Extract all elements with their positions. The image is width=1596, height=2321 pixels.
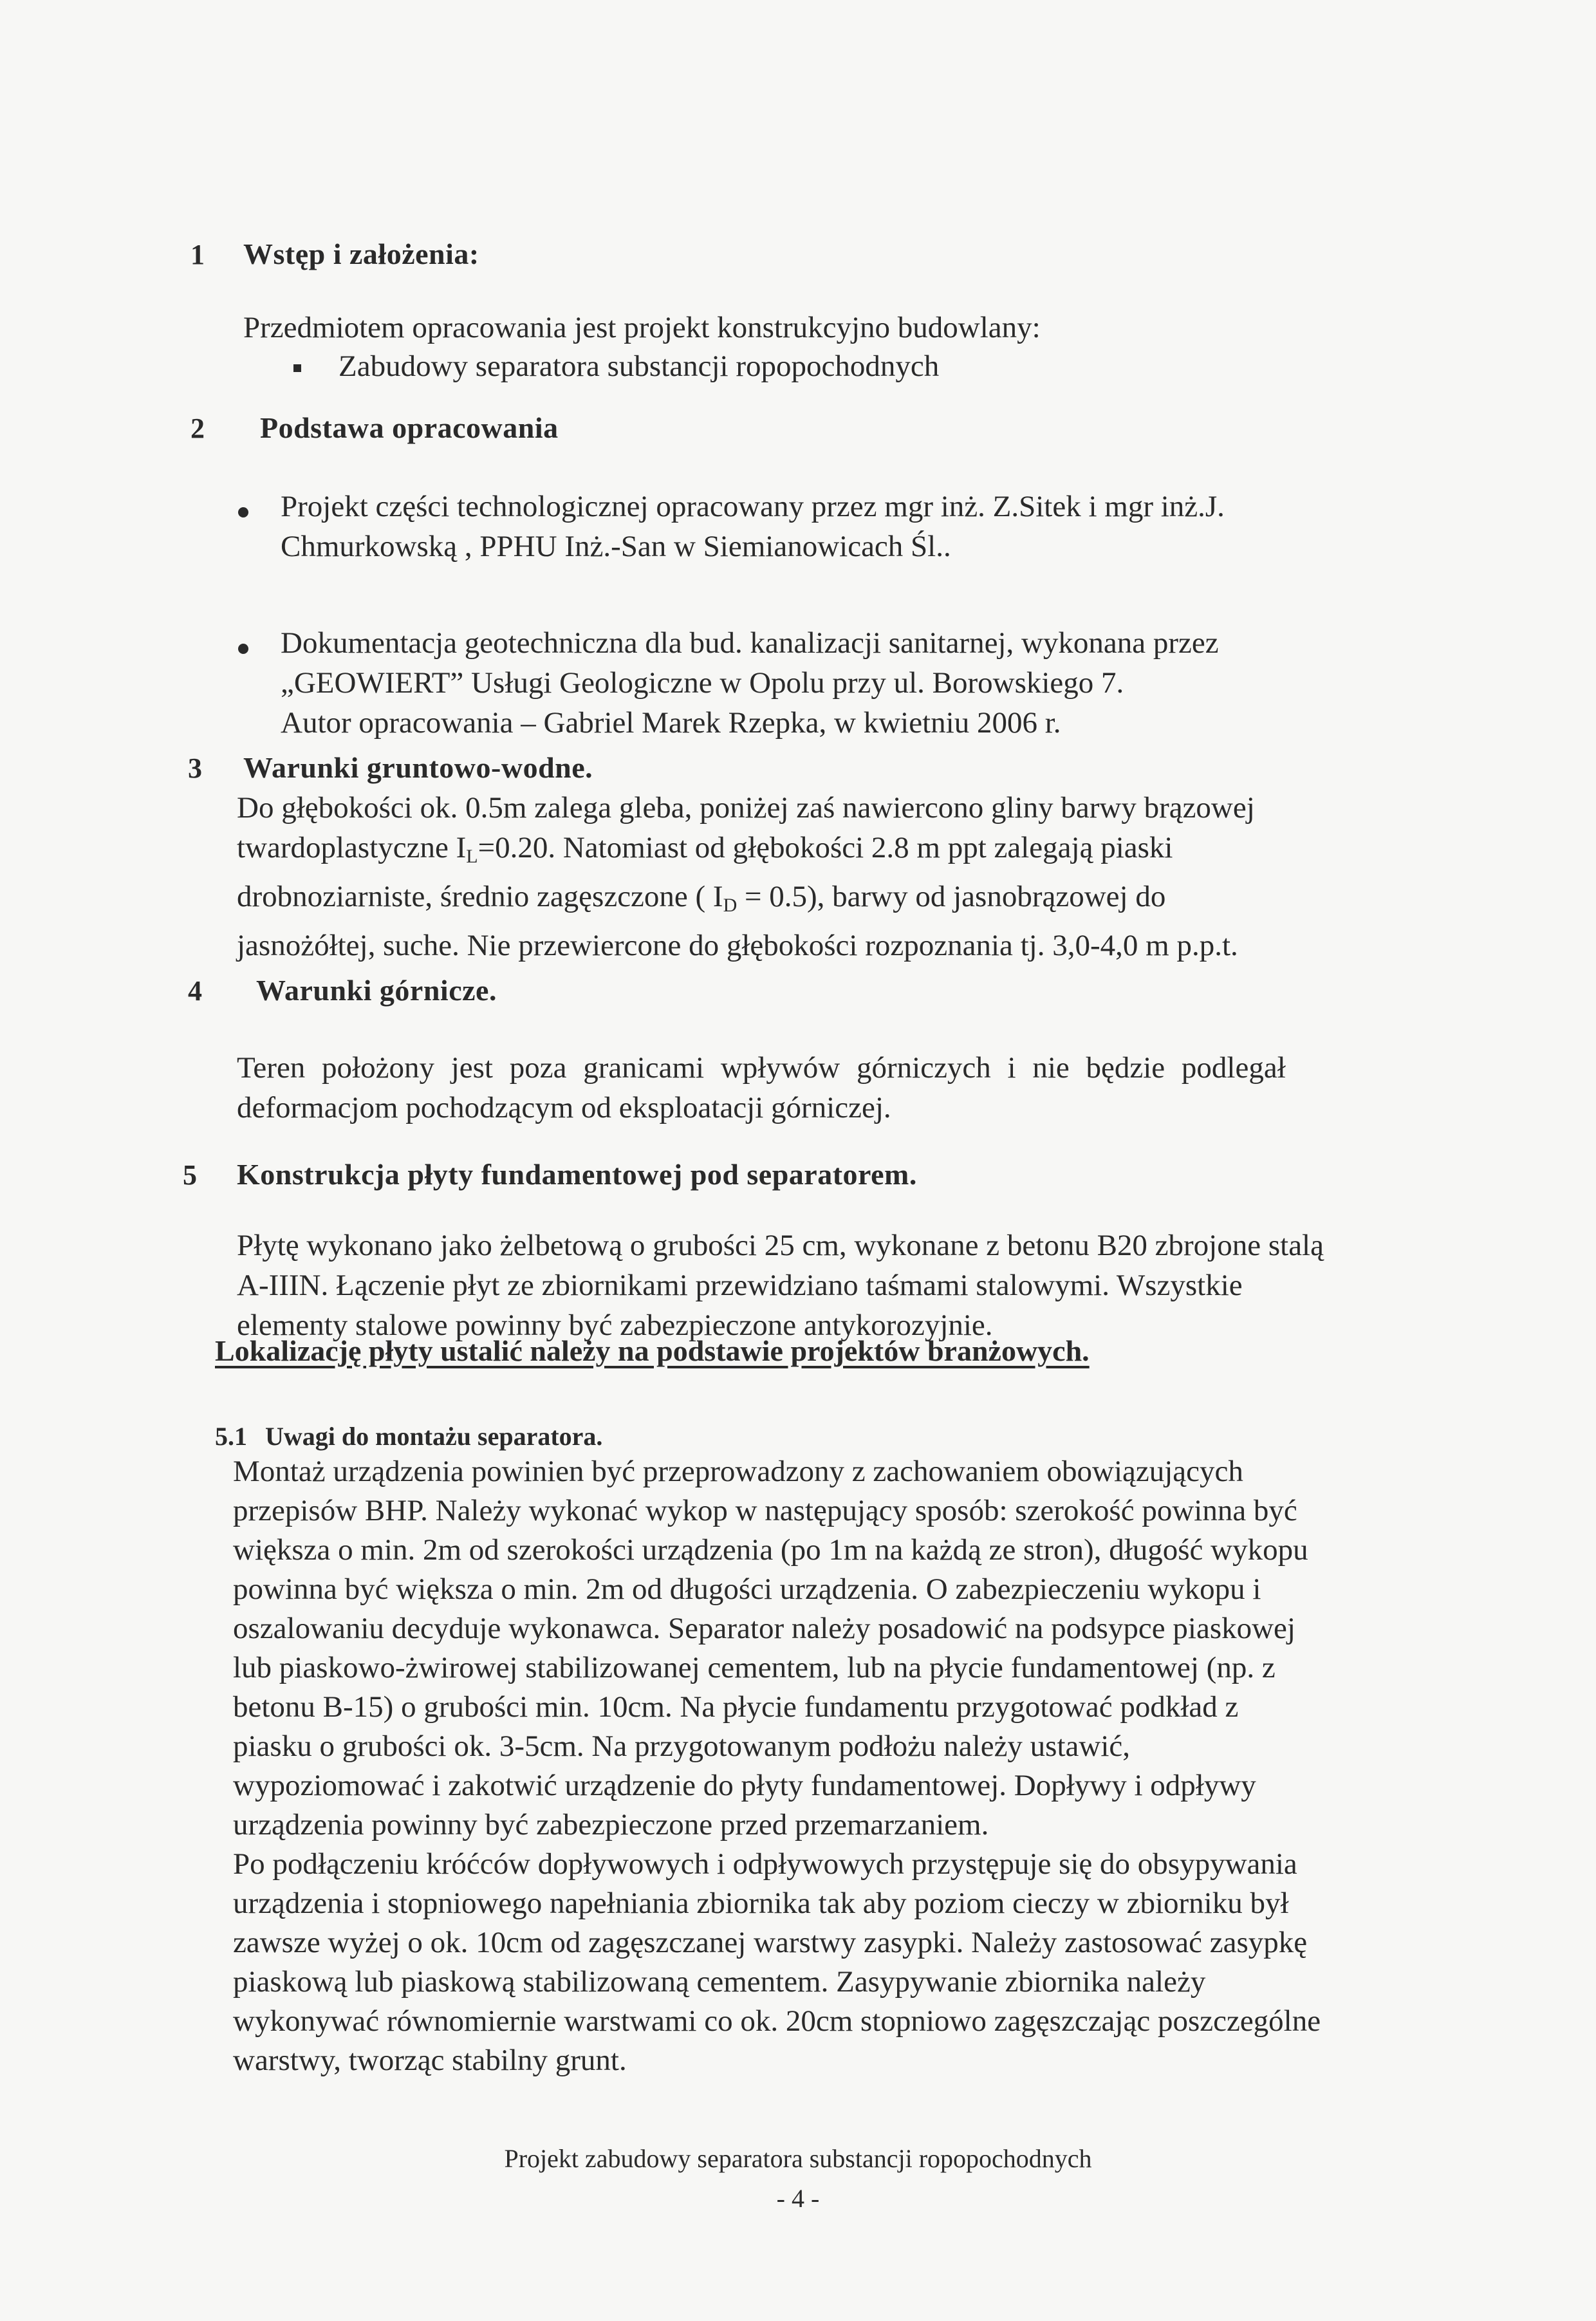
section-3-line-4: jasnożółtej, suche. Nie przewiercone do głębokości rozpoznania tj. 3,0-4,0 m p.p.t. bbox=[237, 929, 1238, 962]
section-5-line-3: elementy stalowe powinny być zabezpieczone antykorozyjnie. bbox=[237, 1309, 993, 1342]
section-3-line-3: drobnoziarniste, średnio zagęszczone ( $I_D = 0.5$), barwy od jasnobrązowej do bbox=[237, 880, 1166, 916]
section-5-1-line: piasku o grubości ok. 3-5cm. Na przygotowanym podłożu należy ustawić, bbox=[233, 1729, 1131, 1763]
section-5-1-line: warstwy, tworząc stabilny grunt. bbox=[233, 2044, 627, 2077]
section-4-number: 4 bbox=[188, 975, 202, 1007]
square-bullet-icon bbox=[293, 364, 301, 372]
section-2-item-1-line-2: Chmurkowską , PPHU Inż.-San w Siemianowicach Śl.. bbox=[281, 530, 951, 563]
section-3-line-1: Do głębokości ok. 0.5m zalega gleba, poniżej zaś nawiercono gliny barwy brązowej bbox=[237, 791, 1255, 825]
section-2-item-1-line-1: Projekt części technologicznej opracowany przez mgr inż. Z.Sitek i mgr inż.J. bbox=[281, 490, 1225, 523]
section-2-item-2-line-1: Dokumentacja geotechniczna dla bud. kanalizacji sanitarnej, wykonana przez bbox=[281, 626, 1219, 660]
section-3-body bbox=[237, 788, 1255, 965]
section-2-item-2-line-3: Autor opracowania – Gabriel Marek Rzepka, w kwietniu 2006 r. bbox=[281, 706, 1061, 740]
section-5-body bbox=[237, 1226, 1324, 1345]
section-2-title: Podstawa opracowania bbox=[260, 411, 559, 444]
section-5-1-title: Uwagi do montażu separatora. bbox=[265, 1422, 603, 1451]
section-2-item-1 bbox=[281, 487, 1225, 566]
section-1-number: 1 bbox=[190, 239, 205, 270]
section-1-title: Wstęp i założenia: bbox=[243, 238, 479, 270]
section-5-1-line: piaskową lub piaskową stabilizowaną cementem. Zasypywanie zbiornika należy bbox=[233, 1965, 1206, 1999]
section-1-bullet: Zabudowy separatora substancji ropopochodnych bbox=[339, 350, 940, 383]
section-5-line-1: Płytę wykonano jako żelbetową o grubości 25 cm, wykonane z betonu B20 zbrojone stalą bbox=[237, 1229, 1324, 1262]
section-5-1-line: powinna być większa o min. 2m od długości urządzenia. O zabezpieczeniu wykopu i bbox=[233, 1572, 1261, 1606]
section-5-1-line: Montaż urządzenia powinien być przeprowadzony z zachowaniem obowiązujących bbox=[233, 1455, 1243, 1488]
section-5-line-2: A-IIIN. Łączenie płyt ze zbiornikami przewidziano taśmami stalowymi. Wszystkie bbox=[237, 1269, 1243, 1302]
section-4-body bbox=[237, 1048, 1286, 1128]
section-1-intro: Przedmiotem opracowania jest projekt konstrukcyjno budowlany: bbox=[243, 311, 1041, 344]
section-5-1-line: wypoziomować i zakotwić urządzenie do płyty fundamentowej. Dopływy i odpływy bbox=[233, 1769, 1256, 1802]
section-5-1-line: lub piaskowo-żwirowej stabilizowanej cementem, lub na płycie fundamentowej (np. z bbox=[233, 1651, 1276, 1684]
section-5-1-line: wykonywać równomiernie warstwami co ok. 20cm stopniowo zagęszczając poszczególne bbox=[233, 2004, 1321, 2038]
section-5-1-body bbox=[233, 1452, 1321, 2080]
section-5-1-line: oszalowaniu decyduje wykonawca. Separator należy posadowić na podsypce piaskowej bbox=[233, 1612, 1295, 1645]
footer-title: Projekt zabudowy separatora substancji ropopochodnych bbox=[504, 2144, 1092, 2173]
section-5-1-line: zawsze wyżej o ok. 10cm od zagęszczanej warstwy zasypki. Należy zastosować zasypkę bbox=[233, 1926, 1308, 1959]
section-5-number: 5 bbox=[183, 1159, 197, 1191]
section-3-line-2: twardoplastyczne $I_L=0.20$. Natomiast od głębokości 2.8 m ppt zalegają piaski bbox=[237, 831, 1173, 867]
section-2-item-2-line-2: „GEOWIERT” Usługi Geologiczne w Opolu przy ul. Borowskiego 7. bbox=[281, 666, 1124, 700]
section-5-1-line: urządzenia i stopniowego napełniania zbiornika tak aby poziom cieczy w zbiorniku był bbox=[233, 1887, 1289, 1920]
section-2-number: 2 bbox=[190, 413, 205, 444]
section-5-1-line: przepisów BHP. Należy wykonać wykop w następujący sposób: szerokość powinna być bbox=[233, 1494, 1297, 1527]
section-2-item-2 bbox=[281, 623, 1219, 743]
section-5-1-line: większa o min. 2m od szerokości urządzenia (po 1m na każdą ze stron), długość wykopu bbox=[233, 1533, 1308, 1567]
section-4-title: Warunki górnicze. bbox=[256, 974, 497, 1007]
section-4-line-1: Teren położony jest poza granicami wpływów górniczych i nie będzie podlegał bbox=[237, 1051, 1286, 1085]
section-3-title: Warunki gruntowo-wodne. bbox=[243, 751, 593, 784]
page-number: - 4 - bbox=[776, 2184, 820, 2213]
section-4-line-2: deformacjom pochodzącym od eksploatacji górniczej. bbox=[237, 1091, 891, 1124]
section-5-title: Konstrukcja płyty fundamentowej pod separatorem. bbox=[237, 1158, 917, 1191]
round-bullet-icon bbox=[238, 644, 248, 654]
section-5-1-line: Po podłączeniu króćców dopływowych i odpływowych przystępuje się do obsypywania bbox=[233, 1847, 1297, 1881]
section-5-1-line: betonu B-15) o grubości min. 10cm. Na płycie fundamentu przygotować podkład z bbox=[233, 1690, 1239, 1724]
round-bullet-icon bbox=[238, 507, 248, 517]
section-5-note: Lokalizację płyty ustalić należy na podstawie projektów branżowych. bbox=[215, 1334, 1090, 1367]
section-3-number: 3 bbox=[188, 752, 202, 784]
section-5-1-line: urządzenia powinny być zabezpieczone przed przemarzaniem. bbox=[233, 1808, 989, 1841]
section-5-1-number: 5.1 bbox=[215, 1422, 247, 1451]
